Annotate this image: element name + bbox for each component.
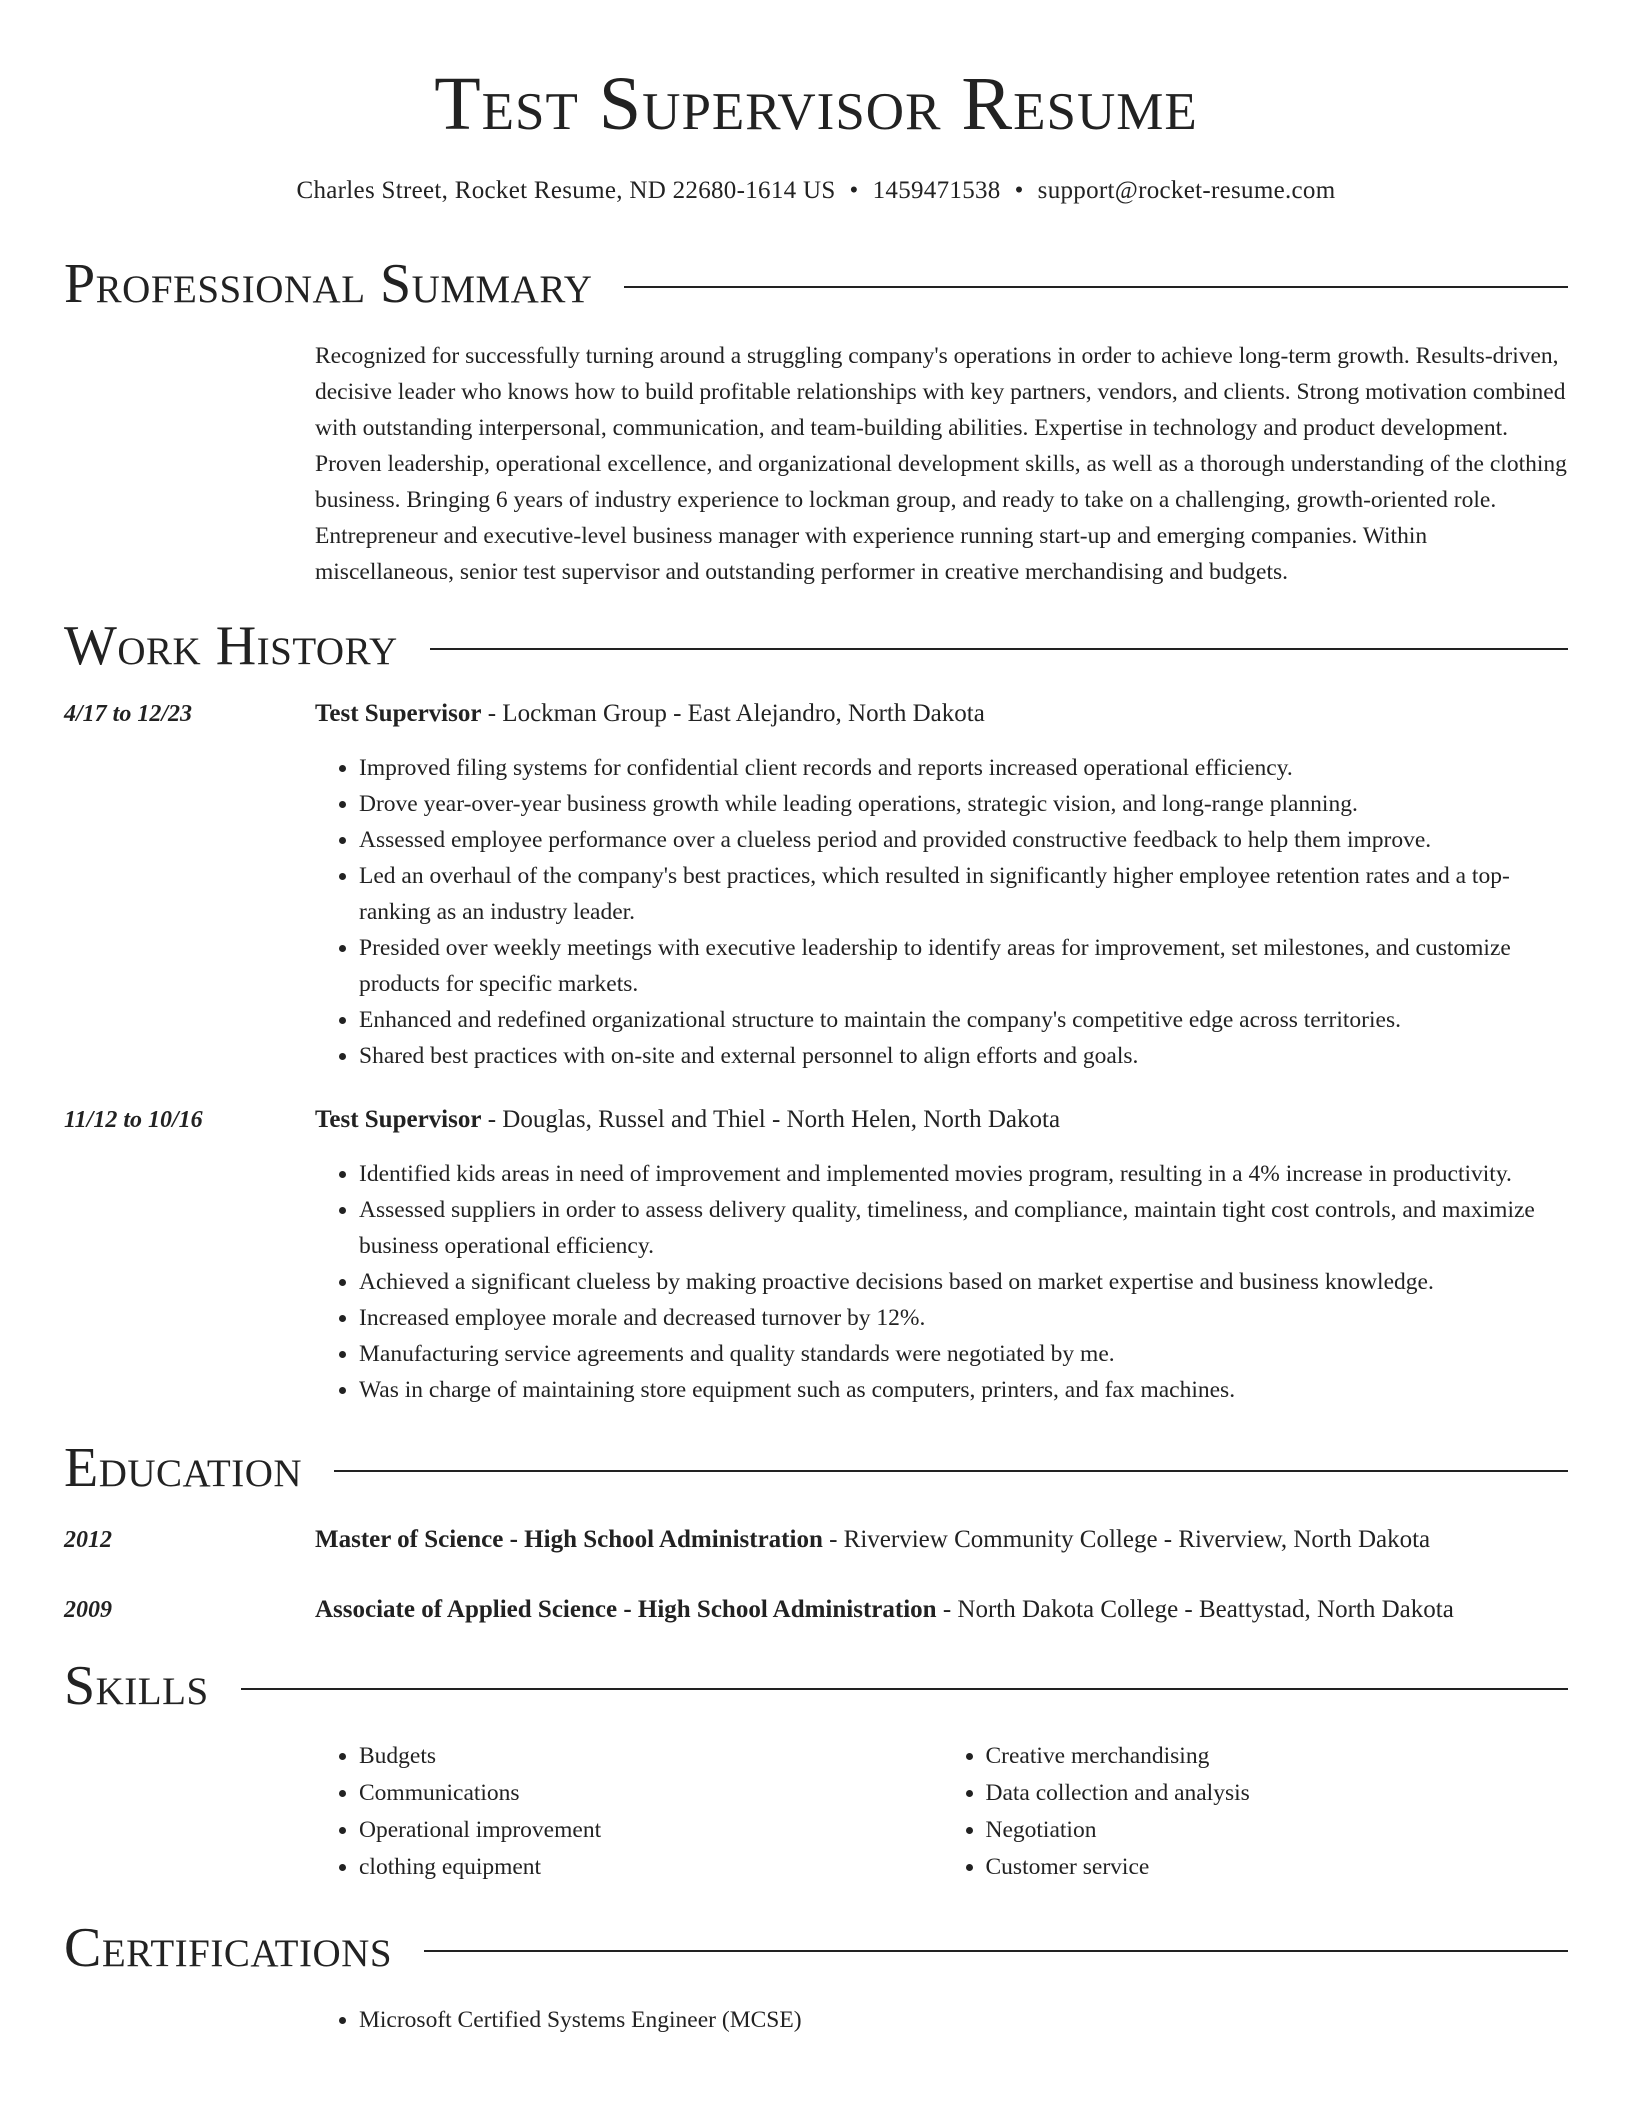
section-divider (241, 1688, 1568, 1690)
skills-column-right (942, 1738, 1569, 1886)
section-header-certifications (64, 1916, 1568, 1980)
certifications-list (315, 2002, 1568, 2038)
section-header-skills (64, 1654, 1568, 1718)
job-employer: - Douglas, Russel and Thiel - North Helen, North Dakota (481, 1105, 1061, 1133)
section-title-skills: Skills (64, 1654, 209, 1717)
job-heading (315, 1102, 1568, 1138)
list-item: • clothing equipment (359, 1849, 942, 1886)
job-body (315, 696, 1568, 1074)
job-heading (315, 696, 1568, 732)
skills-list (315, 1738, 1568, 1886)
job-bullets (315, 750, 1568, 1074)
education-degree: Associate of Applied Science - High School Administration (315, 1595, 937, 1623)
education-entry (64, 1522, 1568, 1558)
section-title-work: Work History (64, 614, 398, 677)
list-item: • Was in charge of maintaining store equipment such as computers, printers, and fax machines. (359, 1372, 1568, 1408)
job-dates: 11/12 to 10/16 (64, 1106, 203, 1133)
education-line (315, 1522, 1430, 1558)
list-item: • Creative merchandising (986, 1738, 1569, 1775)
list-item: • Data collection and analysis (986, 1775, 1569, 1812)
list-item: • Assessed suppliers in order to assess delivery quality, timeliness, and compliance, maintain tight cost controls, and maximize business operational efficiency. (359, 1192, 1568, 1264)
contact-line (64, 174, 1568, 208)
section-divider (334, 1470, 1568, 1472)
contact-phone[interactable]: 1459471538 (872, 177, 1001, 204)
section-header-work (64, 614, 1568, 678)
list-item: • Achieved a significant clueless by making proactive decisions based on market expertise and business knowledge. (359, 1264, 1568, 1300)
list-item: • Budgets (359, 1738, 942, 1775)
list-item: • Customer service (986, 1849, 1569, 1886)
list-item: • Communications (359, 1775, 942, 1812)
education-year: 2009 (64, 1596, 112, 1623)
list-item: • Drove year-over-year business growth while leading operations, strategic vision, and long-range planning. (359, 786, 1568, 822)
section-title-certifications: Certifications (64, 1916, 393, 1979)
contact-separator: • (1014, 177, 1024, 204)
resume-title: Test Supervisor Resume (434, 62, 1198, 146)
job-bullets (315, 1156, 1568, 1408)
list-item: • Microsoft Certified Systems Engineer (MCSE) (359, 2002, 1568, 2038)
skills-column-left (315, 1738, 942, 1886)
job-employer: - Lockman Group - East Alejandro, North Dakota (481, 699, 985, 727)
job-dates: 4/17 to 12/23 (64, 700, 193, 727)
section-divider (624, 286, 1568, 288)
list-item: • Enhanced and redefined organizational structure to maintain the company's competitive edge across territories. (359, 1002, 1568, 1038)
list-item: • Negotiation (986, 1812, 1569, 1849)
job-entry (64, 696, 1568, 1074)
contact-separator: • (849, 177, 859, 204)
list-item: • Shared best practices with on-site and external personnel to align efforts and goals. (359, 1038, 1568, 1074)
section-divider (424, 1950, 1568, 1952)
job-title: Test Supervisor (315, 1105, 482, 1133)
contact-address: Charles Street, Rocket Resume, ND 22680-1614 US (296, 177, 836, 204)
list-item: • Improved filing systems for confidential client records and reports increased operational efficiency. (359, 750, 1568, 786)
contact-email[interactable]: support@rocket-resume.com (1037, 177, 1336, 204)
certifications-items (315, 2002, 1568, 2038)
list-item: • Operational improvement (359, 1812, 942, 1849)
summary-text: Recognized for successfully turning around a struggling company's operations in order to achieve long-term growth. Results-driven, decisive leader who knows how to build profitable relationships with key partners, vendors, and clients. Strong motivation combined with outstanding interpersonal, communication, and team-building abilities. Expertise in technology and product development. Proven leadership, operational excellence, and organizational development skills, as well as a thorough understanding of the clothing business. Bringing 6 years of industry experience to lockman group, and ready to take on a challenging, growth-oriented role. Entrepreneur and executive-level business manager with experience running start-up and emerging companies. Within miscellaneous, senior test supervisor and outstanding performer in creative merchandising and budgets. (315, 343, 1567, 585)
list-item: • Led an overhaul of the company's best practices, which resulted in significantly higher employee retention rates and a top-ranking as an industry leader. (359, 858, 1568, 930)
list-item: • Increased employee morale and decreased turnover by 12%. (359, 1300, 1568, 1336)
list-item: • Identified kids areas in need of improvement and implemented movies program, resulting in a 4% increase in productivity. (359, 1156, 1568, 1192)
education-school: - North Dakota College - Beattystad, North Dakota (936, 1595, 1454, 1623)
job-title: Test Supervisor (315, 699, 482, 727)
list-item: • Manufacturing service agreements and quality standards were negotiated by me. (359, 1336, 1568, 1372)
education-line (315, 1592, 1454, 1628)
section-title-education: Education (64, 1436, 303, 1499)
section-title-summary: Professional Summary (64, 253, 593, 315)
education-school: - Riverview Community College - Riverview, North Dakota (822, 1525, 1431, 1553)
section-header-summary (64, 252, 1568, 316)
section-divider (430, 648, 1568, 650)
job-entry (64, 1102, 1568, 1408)
list-item: • Presided over weekly meetings with executive leadership to identify areas for improvement, set milestones, and customize products for specific markets. (359, 930, 1568, 1002)
education-entry (64, 1592, 1568, 1628)
education-year: 2012 (64, 1526, 112, 1553)
list-item: • Assessed employee performance over a clueless period and provided constructive feedback to help them improve. (359, 822, 1568, 858)
education-degree: Master of Science - High School Administration (315, 1525, 823, 1553)
section-header-education (64, 1436, 1568, 1500)
job-body (315, 1102, 1568, 1408)
